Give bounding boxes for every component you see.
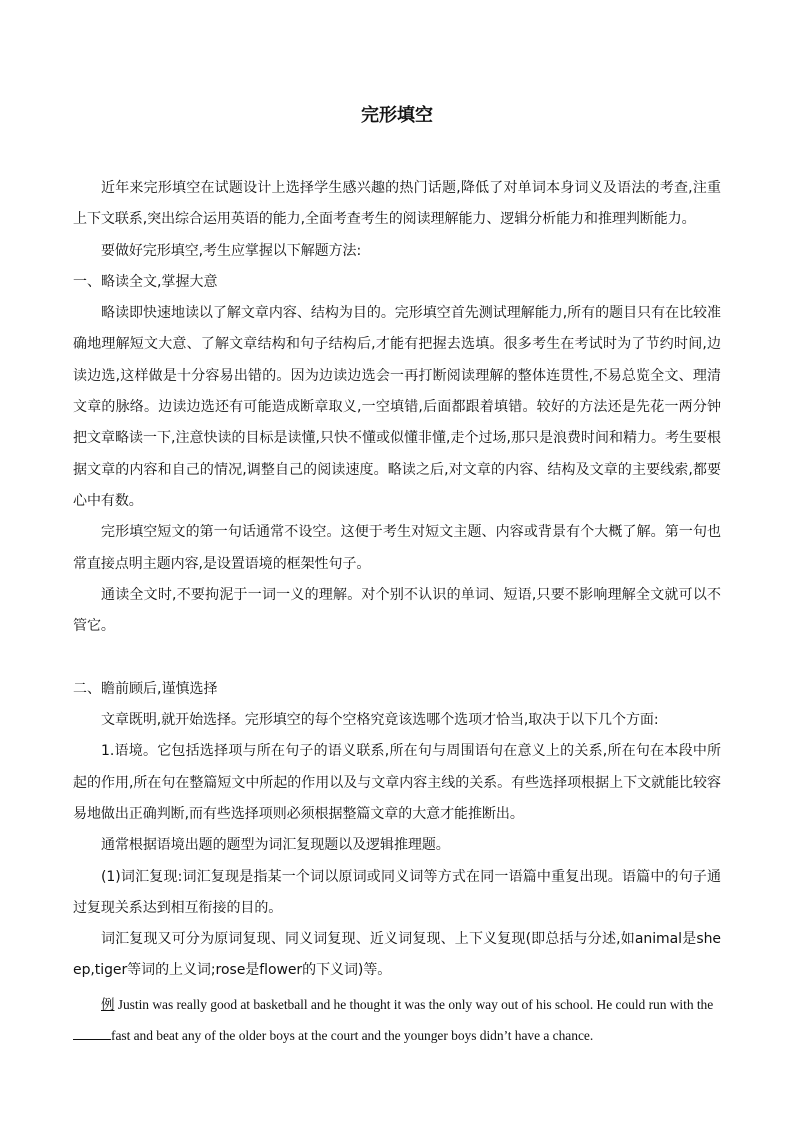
section-heading: 二、瞻前顾后,谨慎选择 <box>73 680 218 697</box>
body-paragraph: 1.语境。它包括选择项与所在句子的语义联系,所在句与周围语句在意义上的关系,所在句在本段中所起的作用,所在句在整篇短文中所起的作用以及与文章内容主线的关系。有些选择项根据上下文就能比较容易地做出正确判断,而有些选择项则必须根据整篇文章的大意才能推断出。 <box>73 743 721 822</box>
example-text-after: fast and beat any of the older boys at the court and the younger boys didn’t have a chance. <box>111 1028 594 1044</box>
section-heading: 一、略读全文,掌握大意 <box>73 273 218 290</box>
intro-paragraph: 要做好完形填空,考生应掌握以下解题方法: <box>101 242 362 259</box>
intro-paragraph: 近年来完形填空在试题设计上选择学生感兴趣的热门话题,降低了对单词本身词义及语法的考查,注重上下文联系,突出综合运用英语的能力,全面考查考生的阅读理解能力、逻辑分析能力和推理判断能力。 <box>73 180 721 228</box>
body-paragraph: 通读全文时,不要拘泥于一词一义的理解。对个别不认识的单词、短语,只要不影响理解全文就可以不管它。 <box>73 586 721 635</box>
document-body <box>73 173 721 1051</box>
body-paragraph: (1)词汇复现:词汇复现是指某一个词以原词或同义词等方式在同一语篇中重复出现。语篇中的句子通过复现关系达到相互衔接的目的。 <box>73 868 721 916</box>
page-title: 完形填空 <box>361 105 433 126</box>
example-text-before: Justin was really good at basketball and he thought it was the only way out of his school. He could run with the <box>117 996 714 1012</box>
example-paragraph <box>73 989 721 1052</box>
spacer <box>73 642 721 673</box>
example-label: 例 <box>101 996 115 1012</box>
body-paragraph: 文章既明,就开始选择。完形填空的每个空格究竟该选哪个选项才恰当,取决于以下几个方面: <box>101 712 659 729</box>
body-paragraph: 完形填空短文的第一句话通常不设空。这便于考生对短文主题、内容或背景有个大概了解。第一句也常直接点明主题内容,是设置语境的框架性句子。 <box>73 524 721 572</box>
body-paragraph: 通常根据语境出题的题型为词汇复现题以及逻辑推理题。 <box>101 837 450 854</box>
body-paragraph: 略读即快速地读以了解文章内容、结构为目的。完形填空首先测试理解能力,所有的题目只有在比较准确地理解短文大意、了解文章结构和句子结构后,才能有把握去选填。很多考生在考试时为了节约时间,边读边选,这样做是十分容易出错的。因为边读边选会一再打断阅读理解的整体连贯性,不易总览全文、理清文章的脉络。边读边选还有可能造成断章取义,一空填错,后面都跟着填错。较好的方法还是先花一两分钟把文章略读一下,注意快读的目标是读懂,只快不懂或似懂非懂,走个过场,那只是浪费时间和精力。考生要根据文章的内容和自己的情况,调整自己的阅读速度。略读之后,对文章的内容、结构及文章的主要线索,都要心中有数。 <box>73 305 721 509</box>
fill-blank <box>73 1027 111 1040</box>
body-paragraph: 词汇复现又可分为原词复现、同义词复现、近义词复现、上下义复现(即总括与分述,如animal是sheep,tiger等词的上义词;rose是flower的下义词)等。 <box>73 931 721 979</box>
